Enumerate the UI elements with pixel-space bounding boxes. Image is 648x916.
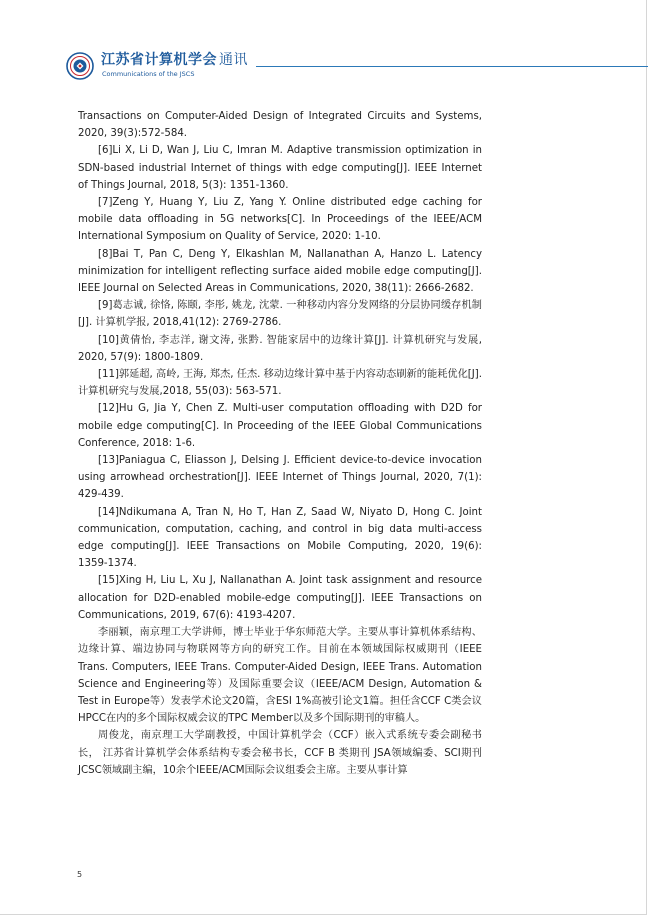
brand-title-main: 江苏省计算机学会	[101, 52, 217, 68]
reference-6: [6]Li X, Li D, Wan J, Liu C, Imran M. Adaptive transmission optimization in SDN-based industrial Internet of things with edge computing[J]. IEEE Internet of Things Journal, 2018, 5(3): 1351-1360.	[78, 145, 482, 191]
references-body	[78, 108, 482, 779]
author-bio-zhou: 周俊龙，南京理工大学副教授，中国计算机学会（CCF）嵌入式系统专委会副秘书长， 江苏省计算机学会体系结构专委会秘书长，CCF B 类期刊 JSA领域编委、SCI期刊JCSC领域副主编，10余个IEEE/ACM国际会议组委会主席。主要从事计算	[78, 730, 482, 776]
society-emblem-icon	[66, 52, 94, 80]
reference-9: [9]葛志诚, 徐恪, 陈颐, 李彤, 姚龙, 沈蒙. 一种移动内容分发网络的分层协同缓存机制[J]. 计算机学报, 2018,41(12): 2769-2786.	[78, 300, 482, 329]
reference-continuation: Transactions on Computer-Aided Design of Integrated Circuits and Systems, 2020, 39(3):572-584.	[78, 111, 482, 140]
brand-title-suffix: 通讯	[219, 52, 248, 68]
reference-12: [12]Hu G, Jia Y, Chen Z. Multi-user computation offloading with D2D for mobile edge computing[C]. In Proceeding of the IEEE Global Communications Conference, 2018: 1-6.	[78, 403, 482, 449]
header-rule	[256, 66, 648, 67]
reference-8: [8]Bai T, Pan C, Deng Y, Elkashlan M, Nallanathan A, Hanzo L. Latency minimization for intelligent reflecting surface aided mobile edge computing[J]. IEEE Journal on Selected Areas in Communications, 2020, 38(11): 2666-2682.	[78, 248, 482, 295]
reference-15: [15]Xing H, Liu L, Xu J, Nallanathan A. Joint task assignment and resource allocation for D2D-enabled mobile-edge computing[J]. IEEE Transactions on Communications, 2019, 67(6): 4193-4207.	[78, 575, 482, 621]
brand-title	[101, 51, 248, 69]
reference-7: [7]Zeng Y, Huang Y, Liu Z, Yang Y. Online distributed edge caching for mobile data offloading in 5G networks[C]. In Proceedings of the IEEE/ACM International Symposium on Quality of Service, 2020: 1-10.	[78, 197, 482, 243]
page-header	[0, 48, 648, 88]
reference-11: [11]郭延超, 高岭, 王海, 郑杰, 任杰. 移动边缘计算中基于内容动态刷新的能耗优化[J]. 计算机研究与发展,2018, 55(03): 563-571.	[78, 369, 482, 398]
brand-subtitle: Communications of the JSCS	[102, 70, 195, 78]
reference-14: [14]Ndikumana A, Tran N, Ho T, Han Z, Saad W, Niyato D, Hong C. Joint communication, computation, caching, and control in big data multi-access edge computing[J]. IEEE Transactions on Mobile Computing, 2020, 19(6): 1359-1374.	[78, 506, 482, 570]
page-number: 5	[77, 870, 83, 879]
author-bio-li: 李丽颖，南京理工大学讲师，博士毕业于华东师范大学。主要从事计算机体系结构、边缘计算、端边协同与物联网等方向的研究工作。目前在本领域国际权威期刊（IEEE Trans. Computers, IEEE Trans. Computer-Aided Design, IEEE Trans. Automation Science and Engineering等）及国际重要会议（IEEE/ACM Design, Automation & Test in Europe等）发表学术论文20篇，含ESI 1%高被引论文1篇。担任含CCF C类会议HPCC在内的多个国际权威会议的TPC Member以及多个国际期刊的审稿人。	[78, 627, 482, 725]
reference-10: [10]黄倩怡, 李志洋, 谢文涛, 张黔. 智能家居中的边缘计算[J]. 计算机研究与发展, 2020, 57(9): 1800-1809.	[78, 334, 482, 363]
reference-13: [13]Paniagua C, Eliasson J, Delsing J. Efficient device-to-device invocation using arrowhead orchestration[J]. IEEE Internet of Things Journal, 2020, 7(1): 429-439.	[78, 455, 482, 501]
